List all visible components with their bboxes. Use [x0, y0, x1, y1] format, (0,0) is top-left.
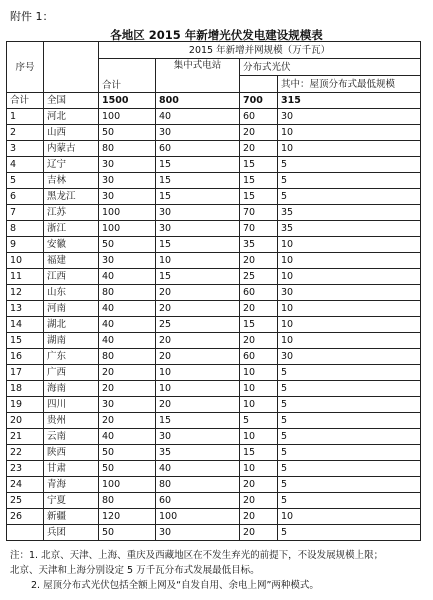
table-row — [7, 365, 421, 381]
row-region: 广西 — [44, 365, 99, 381]
row-region: 安徽 — [44, 237, 99, 253]
row-total: 30 — [99, 189, 156, 205]
row-rooftop: 10 — [278, 237, 421, 253]
row-region: 辽宁 — [44, 157, 99, 173]
row-rooftop: 30 — [278, 109, 421, 125]
row-total: 40 — [99, 269, 156, 285]
row-distributed: 15 — [240, 157, 278, 173]
row-rooftop: 35 — [278, 221, 421, 237]
row-distributed: 20 — [240, 125, 278, 141]
total-centralized: 800 — [156, 93, 240, 109]
row-region: 江西 — [44, 269, 99, 285]
table-row — [7, 445, 421, 461]
row-region: 新疆 — [44, 509, 99, 525]
row-centralized: 25 — [156, 317, 240, 333]
table-row — [7, 125, 421, 141]
row-seq: 3 — [7, 141, 44, 157]
row-region: 湖南 — [44, 333, 99, 349]
row-distributed: 10 — [240, 429, 278, 445]
row-distributed: 70 — [240, 205, 278, 221]
row-seq: 15 — [7, 333, 44, 349]
row-centralized: 10 — [156, 365, 240, 381]
row-total: 40 — [99, 333, 156, 349]
row-seq: 10 — [7, 253, 44, 269]
table-row — [7, 413, 421, 429]
row-centralized: 30 — [156, 429, 240, 445]
table-row — [7, 157, 421, 173]
row-distributed: 20 — [240, 493, 278, 509]
row-rooftop: 5 — [278, 445, 421, 461]
row-distributed: 20 — [240, 477, 278, 493]
row-region: 贵州 — [44, 413, 99, 429]
distributed-header: 分布式光伏 — [240, 59, 421, 76]
table-row — [7, 269, 421, 285]
row-centralized: 60 — [156, 141, 240, 157]
row-centralized: 40 — [156, 461, 240, 477]
row-rooftop: 30 — [278, 349, 421, 365]
row-distributed: 60 — [240, 349, 278, 365]
row-region: 内蒙古 — [44, 141, 99, 157]
row-seq: 26 — [7, 509, 44, 525]
row-centralized: 30 — [156, 125, 240, 141]
row-region: 陕西 — [44, 445, 99, 461]
row-seq: 18 — [7, 381, 44, 397]
row-distributed: 10 — [240, 461, 278, 477]
row-rooftop: 35 — [278, 205, 421, 221]
row-region: 山东 — [44, 285, 99, 301]
row-centralized: 20 — [156, 397, 240, 413]
row-seq: 4 — [7, 157, 44, 173]
row-total: 50 — [99, 237, 156, 253]
row-centralized: 100 — [156, 509, 240, 525]
row-rooftop: 5 — [278, 413, 421, 429]
row-seq: 5 — [7, 173, 44, 189]
total-seq: 合计 — [7, 93, 44, 109]
row-seq: 19 — [7, 397, 44, 413]
table-row — [7, 109, 421, 125]
row-rooftop: 5 — [278, 189, 421, 205]
seq-header: 序号 — [7, 42, 44, 93]
row-distributed: 35 — [240, 237, 278, 253]
row-total: 50 — [99, 525, 156, 541]
centralized-header: 集中式电站 — [156, 59, 240, 93]
row-region: 甘肃 — [44, 461, 99, 477]
row-centralized: 15 — [156, 189, 240, 205]
row-rooftop: 5 — [278, 381, 421, 397]
row-centralized: 15 — [156, 173, 240, 189]
table-row — [7, 205, 421, 221]
row-centralized: 60 — [156, 493, 240, 509]
row-distributed: 10 — [240, 397, 278, 413]
row-rooftop: 5 — [278, 365, 421, 381]
table-row — [7, 509, 421, 525]
row-centralized: 20 — [156, 285, 240, 301]
row-centralized: 15 — [156, 157, 240, 173]
row-rooftop: 5 — [278, 477, 421, 493]
row-total: 80 — [99, 349, 156, 365]
row-total: 20 — [99, 365, 156, 381]
row-region: 湖北 — [44, 317, 99, 333]
row-seq: 2 — [7, 125, 44, 141]
table-row — [7, 429, 421, 445]
row-total: 40 — [99, 301, 156, 317]
row-region: 山西 — [44, 125, 99, 141]
row-region: 四川 — [44, 397, 99, 413]
row-total: 50 — [99, 445, 156, 461]
row-total: 20 — [99, 413, 156, 429]
row-seq: 25 — [7, 493, 44, 509]
row-seq: 7 — [7, 205, 44, 221]
row-seq — [7, 525, 44, 541]
row-centralized: 15 — [156, 413, 240, 429]
total-region: 全国 — [44, 93, 99, 109]
row-distributed: 20 — [240, 301, 278, 317]
row-region: 兵团 — [44, 525, 99, 541]
row-distributed: 20 — [240, 333, 278, 349]
row-distributed: 15 — [240, 189, 278, 205]
row-seq: 13 — [7, 301, 44, 317]
table-row — [7, 285, 421, 301]
row-centralized: 20 — [156, 301, 240, 317]
row-rooftop: 10 — [278, 333, 421, 349]
row-rooftop: 10 — [278, 509, 421, 525]
table-row — [7, 253, 421, 269]
row-centralized: 10 — [156, 381, 240, 397]
footnote-2: 2. 屋顶分布式光伏包括全额上网及“自发自用、余电上网”两种模式。 — [31, 580, 319, 591]
row-distributed: 15 — [240, 173, 278, 189]
row-centralized: 10 — [156, 253, 240, 269]
footnote-1: 注：1. 北京、天津、上海、重庆及西藏地区在不发生弃光的前提下，不设发展规模上限； — [10, 550, 384, 561]
row-region: 福建 — [44, 253, 99, 269]
row-rooftop: 5 — [278, 397, 421, 413]
pv-capacity-table — [6, 41, 421, 541]
row-region: 黑龙江 — [44, 189, 99, 205]
total-row — [7, 93, 421, 109]
row-distributed: 70 — [240, 221, 278, 237]
row-distributed: 15 — [240, 445, 278, 461]
row-distributed: 15 — [240, 317, 278, 333]
row-rooftop: 10 — [278, 141, 421, 157]
table-row — [7, 141, 421, 157]
row-region: 江苏 — [44, 205, 99, 221]
row-rooftop: 5 — [278, 157, 421, 173]
row-seq: 17 — [7, 365, 44, 381]
row-distributed: 20 — [240, 525, 278, 541]
row-total: 30 — [99, 157, 156, 173]
row-total: 50 — [99, 461, 156, 477]
row-seq: 11 — [7, 269, 44, 285]
row-centralized: 30 — [156, 205, 240, 221]
row-total: 100 — [99, 109, 156, 125]
row-seq: 20 — [7, 413, 44, 429]
table-row — [7, 317, 421, 333]
row-region: 青海 — [44, 477, 99, 493]
group-header: 2015 年新增并网规模（万千瓦） — [99, 42, 421, 59]
row-distributed: 10 — [240, 365, 278, 381]
table-row — [7, 397, 421, 413]
row-seq: 14 — [7, 317, 44, 333]
table-row — [7, 477, 421, 493]
total-rooftop: 315 — [278, 93, 421, 109]
row-total: 100 — [99, 221, 156, 237]
table-row — [7, 349, 421, 365]
row-region: 浙江 — [44, 221, 99, 237]
row-centralized: 20 — [156, 349, 240, 365]
row-centralized: 40 — [156, 109, 240, 125]
table-row — [7, 189, 421, 205]
row-rooftop: 5 — [278, 525, 421, 541]
row-region: 海南 — [44, 381, 99, 397]
table-row — [7, 301, 421, 317]
footnote-1-cont: 北京、天津和上海分别设定 5 万千瓦分布式发展最低目标。 — [10, 565, 260, 576]
row-rooftop: 5 — [278, 429, 421, 445]
row-total: 40 — [99, 429, 156, 445]
row-seq: 9 — [7, 237, 44, 253]
attachment-label: 附件 1： — [10, 10, 54, 23]
header-row-1 — [7, 42, 421, 59]
table-row — [7, 333, 421, 349]
row-total: 80 — [99, 493, 156, 509]
row-centralized: 15 — [156, 269, 240, 285]
row-distributed: 25 — [240, 269, 278, 285]
row-total: 40 — [99, 317, 156, 333]
row-seq: 1 — [7, 109, 44, 125]
row-total: 30 — [99, 397, 156, 413]
row-rooftop: 30 — [278, 285, 421, 301]
row-distributed: 60 — [240, 285, 278, 301]
row-rooftop: 10 — [278, 125, 421, 141]
table-row — [7, 493, 421, 509]
row-rooftop: 5 — [278, 461, 421, 477]
row-rooftop: 10 — [278, 317, 421, 333]
row-seq: 21 — [7, 429, 44, 445]
table-row — [7, 237, 421, 253]
row-region: 宁夏 — [44, 493, 99, 509]
row-total: 30 — [99, 253, 156, 269]
region-header — [44, 42, 99, 93]
row-rooftop: 10 — [278, 301, 421, 317]
row-centralized: 15 — [156, 237, 240, 253]
row-total: 50 — [99, 125, 156, 141]
row-total: 80 — [99, 141, 156, 157]
row-distributed: 10 — [240, 381, 278, 397]
row-total: 80 — [99, 285, 156, 301]
row-region: 河南 — [44, 301, 99, 317]
row-seq: 8 — [7, 221, 44, 237]
page-title: 各地区 2015 年新增光伏发电建设规模表 — [110, 28, 323, 42]
row-seq: 24 — [7, 477, 44, 493]
row-rooftop: 10 — [278, 253, 421, 269]
row-rooftop: 10 — [278, 269, 421, 285]
row-total: 120 — [99, 509, 156, 525]
row-region: 广东 — [44, 349, 99, 365]
row-seq: 16 — [7, 349, 44, 365]
row-distributed: 20 — [240, 141, 278, 157]
table-row — [7, 461, 421, 477]
total-total: 1500 — [99, 93, 156, 109]
row-distributed: 20 — [240, 253, 278, 269]
rooftop-header: 其中：屋顶分布式最低规模 — [278, 76, 421, 93]
row-total: 100 — [99, 477, 156, 493]
row-centralized: 30 — [156, 525, 240, 541]
row-distributed: 60 — [240, 109, 278, 125]
row-centralized: 20 — [156, 333, 240, 349]
row-centralized: 35 — [156, 445, 240, 461]
row-seq: 23 — [7, 461, 44, 477]
footnotes — [10, 548, 433, 593]
row-distributed: 20 — [240, 509, 278, 525]
row-seq: 6 — [7, 189, 44, 205]
row-region: 河北 — [44, 109, 99, 125]
row-centralized: 80 — [156, 477, 240, 493]
row-total: 100 — [99, 205, 156, 221]
row-total: 30 — [99, 173, 156, 189]
total-header: 合计 — [99, 59, 156, 93]
row-rooftop: 5 — [278, 173, 421, 189]
row-centralized: 30 — [156, 221, 240, 237]
table-row — [7, 525, 421, 541]
row-region: 吉林 — [44, 173, 99, 189]
table-row — [7, 221, 421, 237]
table-row — [7, 173, 421, 189]
row-region: 云南 — [44, 429, 99, 445]
row-seq: 12 — [7, 285, 44, 301]
row-total: 20 — [99, 381, 156, 397]
row-rooftop: 5 — [278, 493, 421, 509]
distributed-subheader-blank — [240, 76, 278, 93]
row-seq: 22 — [7, 445, 44, 461]
total-distributed: 700 — [240, 93, 278, 109]
table-row — [7, 381, 421, 397]
row-distributed: 5 — [240, 413, 278, 429]
